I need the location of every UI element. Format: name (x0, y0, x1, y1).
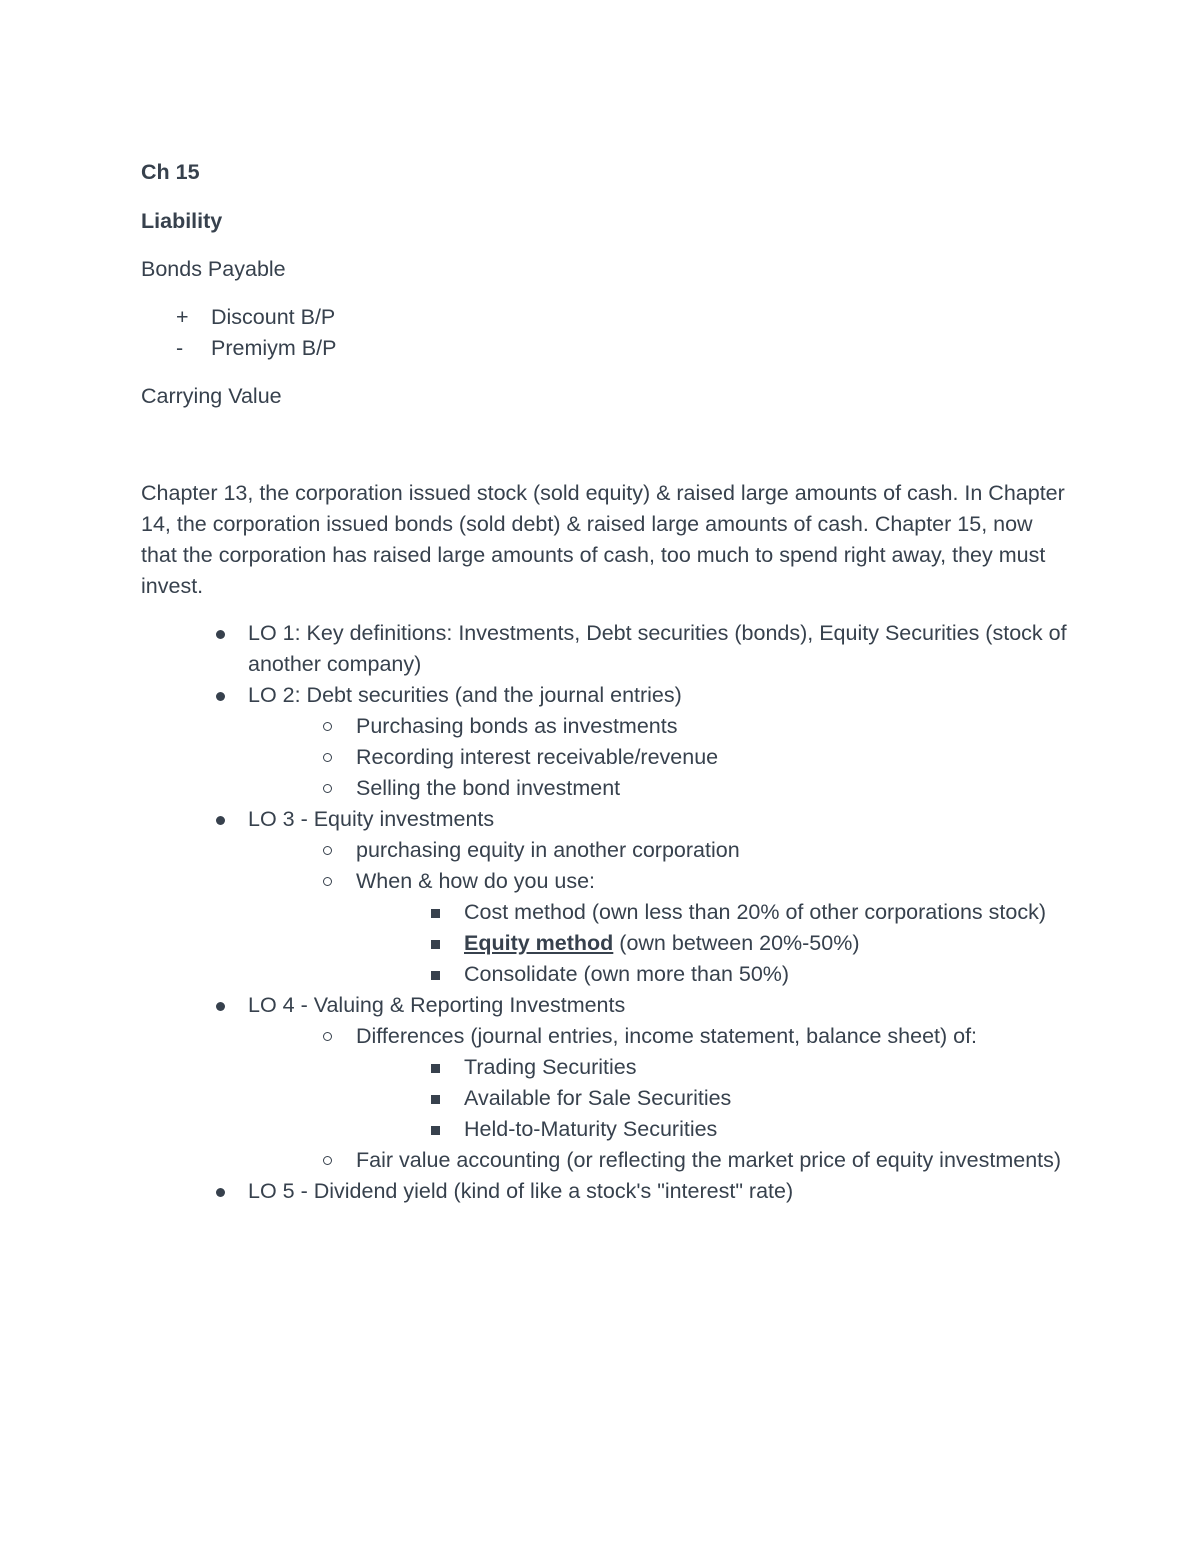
minus-sign: - (176, 336, 184, 360)
square-bullet-icon (429, 1052, 449, 1083)
equity-method-link[interactable]: Equity method (464, 931, 614, 955)
square-bullet-icon (429, 1083, 449, 1114)
list-item-lo4 (141, 990, 1071, 1021)
circle-bullet-icon (321, 835, 341, 866)
list-item (141, 866, 1071, 897)
bonds-payable-line: Bonds Payable (141, 257, 286, 281)
adjustment-label: Discount B/P (211, 305, 336, 329)
bullet-icon (213, 618, 233, 649)
list-item-text: LO 1: Key definitions: Investments, Debt securities (bonds), Equity Securities (stock of another company) (248, 621, 1067, 676)
adjustment-list (141, 302, 1071, 364)
square-bullet-icon (429, 959, 449, 990)
list-item (141, 773, 1071, 804)
bullet-icon (213, 1176, 233, 1207)
list-item (141, 897, 1071, 928)
circle-bullet-icon (321, 1145, 341, 1176)
bullet-icon (213, 990, 233, 1021)
list-item-lo3 (141, 804, 1071, 835)
carrying-value-line: Carrying Value (141, 384, 282, 408)
list-item-text: Fair value accounting (or reflecting the market price of equity investments) (356, 1148, 1062, 1172)
list-item-text: Differences (journal entries, income statement, balance sheet) of: (356, 1024, 978, 1048)
circle-bullet-icon (321, 1021, 341, 1052)
list-item-text: Cost method (own less than 20% of other corporations stock) (464, 900, 1046, 924)
list-item (141, 1052, 1071, 1083)
list-item-lo1 (141, 618, 1071, 680)
list-item-text: LO 3 - Equity investments (248, 807, 495, 831)
list-item-text: Selling the bond investment (356, 776, 621, 800)
square-bullet-icon (429, 928, 449, 959)
plus-sign: + (176, 305, 189, 329)
circle-bullet-icon (321, 866, 341, 897)
chapter-paragraph: Chapter 13, the corporation issued stock (sold equity) & raised large amounts of cash. In Chapter 14, the corporation issued bonds (sold debt) & raised large amounts of cash. Chapter 15, now that the corporation has raised large amounts of cash, too much to spend right away, they must invest. (141, 481, 1065, 598)
list-item (141, 1021, 1071, 1052)
list-item-text: Purchasing bonds as investments (356, 714, 678, 738)
list-item-text: Trading Securities (464, 1055, 637, 1079)
adjustment-item-discount (141, 302, 1071, 333)
list-item (141, 1145, 1071, 1176)
bullet-icon (213, 804, 233, 835)
list-item (141, 1083, 1071, 1114)
list-item (141, 959, 1071, 990)
list-item (141, 1114, 1071, 1145)
list-item (141, 711, 1071, 742)
list-item-text: purchasing equity in another corporation (356, 838, 740, 862)
circle-bullet-icon (321, 742, 341, 773)
document-page (141, 157, 1071, 1207)
list-item (141, 835, 1071, 866)
list-item (141, 742, 1071, 773)
learning-objectives-list (141, 618, 1071, 1207)
list-item-text: Held-to-Maturity Securities (464, 1117, 718, 1141)
list-item-text: Recording interest receivable/revenue (356, 745, 719, 769)
list-item-lo2 (141, 680, 1071, 711)
list-item-text: When & how do you use: (356, 869, 596, 893)
list-item-text: LO 2: Debt securities (and the journal entries) (248, 683, 682, 707)
section-heading: Liability (141, 209, 223, 233)
page-title: Ch 15 (141, 160, 200, 184)
list-item-text: Available for Sale Securities (464, 1086, 732, 1110)
list-item-text: LO 5 - Dividend yield (kind of like a stock's "interest" rate) (248, 1179, 794, 1203)
bullet-icon (213, 680, 233, 711)
adjustment-label: Premiym B/P (211, 336, 337, 360)
square-bullet-icon (429, 1114, 449, 1145)
square-bullet-icon (429, 897, 449, 928)
list-item-text: Consolidate (own more than 50%) (464, 962, 790, 986)
list-item-lo5 (141, 1176, 1071, 1207)
list-item (141, 928, 1071, 959)
circle-bullet-icon (321, 773, 341, 804)
adjustment-item-premium (141, 333, 1071, 364)
list-item-text: (own between 20%-50%) (613, 931, 860, 955)
circle-bullet-icon (321, 711, 341, 742)
list-item-text: LO 4 - Valuing & Reporting Investments (248, 993, 626, 1017)
